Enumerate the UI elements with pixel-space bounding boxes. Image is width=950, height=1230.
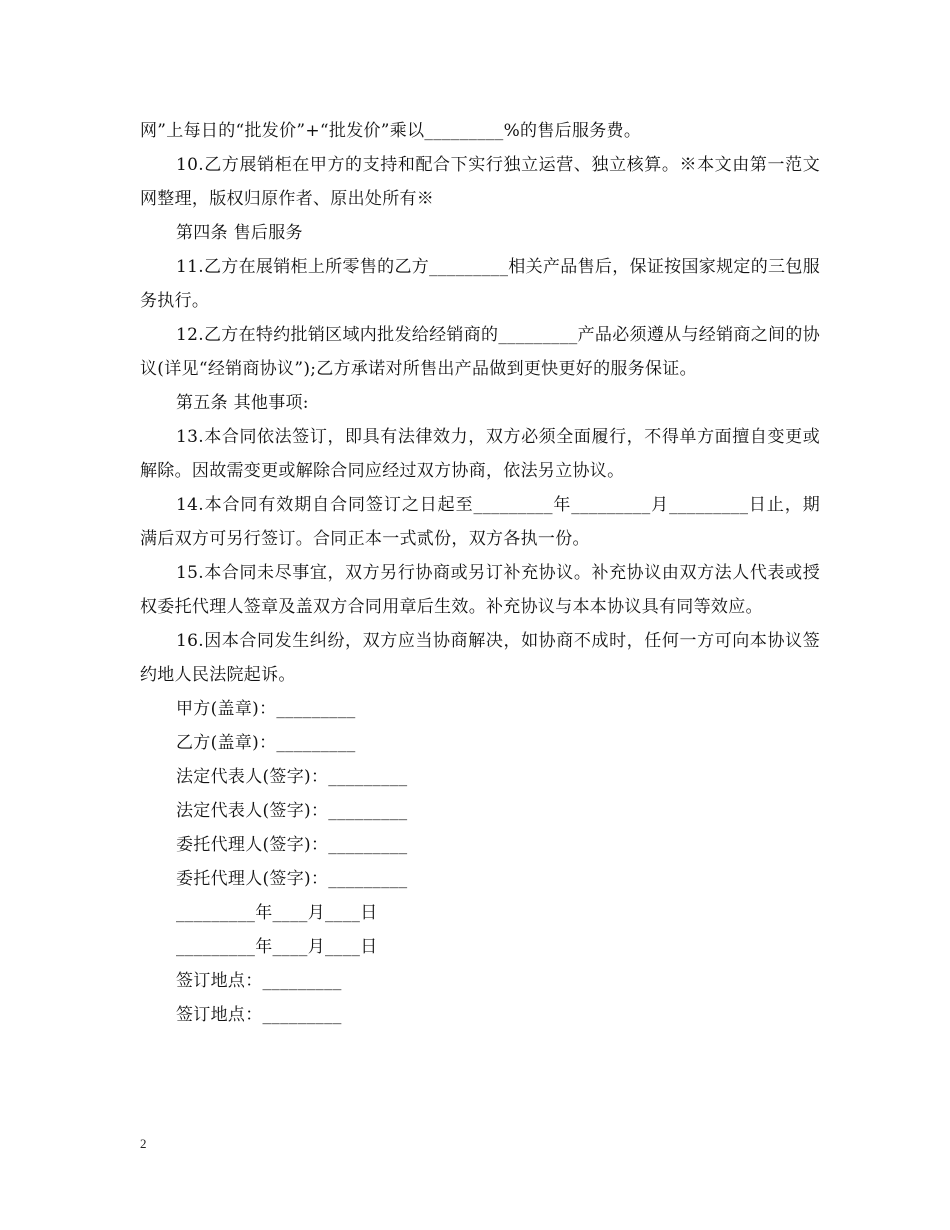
signature-line-signing-place: 签订地点：_________ (176, 1005, 342, 1025)
paragraph-clause-16: 16.因本合同发生纠纷，双方应当协商解决，如协商不成时，任何一方可向本协议签约地人民法院起诉。 (140, 631, 820, 685)
paragraph-clause-12: 12.乙方在特约批销区域内批发给经销商的_________产品必须遵从与经销商之间的协议(详见“经销商协议”);乙方承诺对所售出产品做到更快更好的服务保证。 (140, 325, 820, 379)
paragraph-clause-13: 13.本合同依法签订，即具有法律效力，双方必须全面履行，不得单方面擅自变更或解除。因故需变更或解除合同应经过双方协商，依法另立协议。 (140, 427, 820, 481)
signature-line-party-a-seal: 甲方(盖章)：_________ (176, 699, 356, 719)
heading-article-5: 第五条 其他事项: (176, 393, 309, 413)
paragraph-clause-10: 10.乙方展销柜在甲方的支持和配合下实行独立运营、独立核算。※本文由第一范文网整理，版权归原作者、原出处所有※ (140, 155, 820, 209)
signature-line-legal-representative: 法定代表人(签字)：_________ (176, 801, 408, 821)
page-number: 2 (140, 1136, 147, 1151)
signature-line-authorized-agent: 委托代理人(签字)：_________ (176, 869, 408, 889)
signature-line-signing-place: 签订地点：_________ (176, 971, 342, 991)
document-body (140, 114, 820, 1032)
paragraph-clause-15: 15.本合同未尽事宜，双方另行协商或另订补充协议。补充协议由双方法人代表或授权委托代理人签章及盖双方合同用章后生效。补充协议与本本协议具有同等效应。 (140, 563, 820, 617)
signature-line-authorized-agent: 委托代理人(签字)：_________ (176, 835, 408, 855)
signature-line-party-b-seal: 乙方(盖章)：_________ (176, 733, 356, 753)
signature-line-legal-representative: 法定代表人(签字)：_________ (176, 767, 408, 787)
paragraph-clause-14: 14.本合同有效期自合同签订之日起至_________年_________月_________日止，期满后双方可另行签订。合同正本一式贰份，双方各执一份。 (140, 495, 820, 549)
paragraph-clause-11: 11.乙方在展销柜上所零售的乙方_________相关产品售后，保证按国家规定的三包服务执行。 (140, 257, 820, 311)
signature-line-date: _________年____月____日 (176, 903, 378, 923)
heading-article-4: 第四条 售后服务 (176, 223, 303, 243)
paragraph-continuation: 网”上每日的“批发价”+“批发价”乘以_________%的售后服务费。 (140, 121, 642, 141)
signature-line-date: _________年____月____日 (176, 937, 378, 957)
signature-block (140, 692, 820, 1032)
